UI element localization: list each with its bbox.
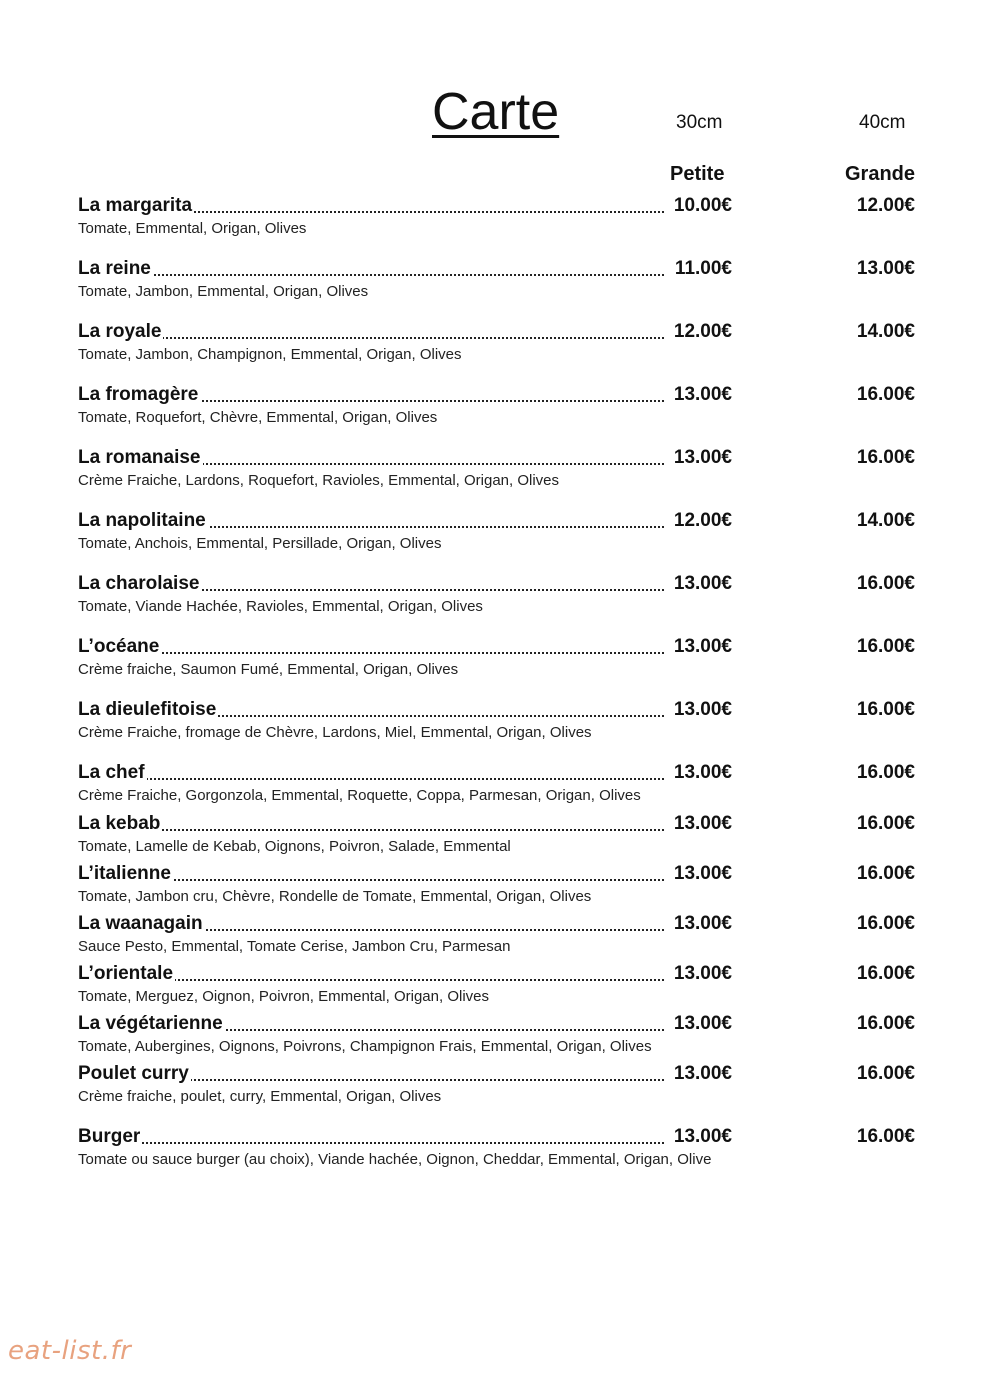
price-petite: 13.00€ <box>666 571 732 597</box>
menu-item-description: Tomate, Aubergines, Oignons, Poivrons, Champignon Frais, Emmental, Origan, Olives <box>78 1038 652 1055</box>
price-petite: 13.00€ <box>666 911 732 937</box>
menu-item <box>78 319 938 369</box>
menu-item-description: Tomate, Roquefort, Chèvre, Emmental, Origan, Olives <box>78 409 438 426</box>
price-grande: 16.00€ <box>856 863 915 884</box>
menu-item-row <box>78 445 938 471</box>
size-large-label: 40cm <box>859 112 906 133</box>
menu-item-name <box>78 697 732 723</box>
price-petite: 13.00€ <box>666 382 732 408</box>
price-petite: 12.00€ <box>666 508 732 534</box>
dot-leader <box>78 1142 732 1144</box>
menu-item <box>78 1124 938 1174</box>
menu-item-name-text: La végétarienne <box>78 1013 223 1034</box>
price-grande: 16.00€ <box>856 636 915 657</box>
menu-item-name <box>78 911 732 937</box>
menu-item-row <box>78 1061 938 1087</box>
menu-item-name-text: La chef <box>78 762 145 783</box>
menu-item-name-text: Poulet curry <box>78 1063 189 1084</box>
menu-item-name <box>78 256 732 282</box>
menu-item-row <box>78 382 938 408</box>
price-grande: 16.00€ <box>856 1013 915 1034</box>
menu-item-row <box>78 760 938 786</box>
menu-item-name <box>78 1011 732 1037</box>
menu-item-name <box>78 760 732 786</box>
menu-item <box>78 961 938 1011</box>
menu-item-description: Tomate, Lamelle de Kebab, Oignons, Poivron, Salade, Emmental <box>78 838 511 855</box>
menu-item-name-text: La napolitaine <box>78 510 206 531</box>
menu-item <box>78 634 938 684</box>
price-grande: 16.00€ <box>856 1063 915 1084</box>
menu-item-name <box>78 571 732 597</box>
price-petite: 13.00€ <box>666 811 732 837</box>
menu-item <box>78 760 938 810</box>
price-petite: 13.00€ <box>666 445 732 471</box>
menu-item-name <box>78 861 732 887</box>
menu-item <box>78 256 938 306</box>
menu-item-name <box>78 193 732 219</box>
menu-item-description: Tomate, Emmental, Origan, Olives <box>78 220 307 237</box>
menu-item-name-text: La waanagain <box>78 913 203 934</box>
menu-item-name-text: La charolaise <box>78 573 200 594</box>
menu-item <box>78 861 938 911</box>
menu-item-name <box>78 1124 732 1150</box>
menu-item-name-text: Burger <box>78 1126 141 1147</box>
menu-item-description: Tomate, Jambon cru, Chèvre, Rondelle de Tomate, Emmental, Origan, Olives <box>78 888 592 905</box>
menu-item-row <box>78 861 938 887</box>
price-petite: 13.00€ <box>666 861 732 887</box>
menu-item-row <box>78 319 938 345</box>
menu-item-row <box>78 634 938 660</box>
price-grande: 12.00€ <box>856 195 915 216</box>
menu-item <box>78 1011 938 1061</box>
price-grande: 16.00€ <box>856 913 915 934</box>
price-grande: 16.00€ <box>856 963 915 984</box>
dot-leader <box>78 652 732 654</box>
price-petite: 12.00€ <box>666 319 732 345</box>
menu-item-description: Tomate, Jambon, Champignon, Emmental, Origan, Olives <box>78 346 462 363</box>
price-petite: 13.00€ <box>666 697 732 723</box>
menu-item-description: Tomate, Viande Hachée, Ravioles, Emmental, Origan, Olives <box>78 598 483 615</box>
price-grande: 16.00€ <box>856 384 915 405</box>
menu-item-name <box>78 811 732 837</box>
menu-item-description: Crème Fraiche, Gorgonzola, Emmental, Roquette, Coppa, Parmesan, Origan, Olives <box>78 787 641 804</box>
menu-item-row <box>78 571 938 597</box>
price-petite: 13.00€ <box>666 1011 732 1037</box>
price-petite: 13.00€ <box>666 634 732 660</box>
dot-leader <box>78 274 732 276</box>
dot-leader <box>78 778 732 780</box>
dot-leader <box>78 879 732 881</box>
menu-item-description: Tomate, Jambon, Emmental, Origan, Olives <box>78 283 369 300</box>
menu-item-description: Tomate, Merguez, Oignon, Poivron, Emmental, Origan, Olives <box>78 988 490 1005</box>
menu-item-name-text: L’italienne <box>78 863 171 884</box>
price-petite: 13.00€ <box>666 760 732 786</box>
menu-item-name <box>78 508 732 534</box>
menu-item-name <box>78 1061 732 1087</box>
menu-item <box>78 697 938 747</box>
dot-leader <box>78 337 732 339</box>
menu-item-row <box>78 1011 938 1037</box>
price-petite: 11.00€ <box>666 256 732 282</box>
menu-item-row <box>78 508 938 534</box>
menu-item-row <box>78 193 938 219</box>
watermark: eat-list.fr <box>8 1336 132 1366</box>
menu-item <box>78 1061 938 1111</box>
price-grande: 16.00€ <box>856 699 915 720</box>
menu-item <box>78 193 938 243</box>
price-grande: 16.00€ <box>856 813 915 834</box>
menu-item-name-text: La fromagère <box>78 384 199 405</box>
size-small-label: 30cm <box>676 112 723 133</box>
menu-item-name-text: La kebab <box>78 813 161 834</box>
price-grande: 16.00€ <box>856 762 915 783</box>
menu-item-row <box>78 697 938 723</box>
price-petite: 13.00€ <box>666 1061 732 1087</box>
menu-item-name-text: La reine <box>78 258 151 279</box>
menu-item-name-text: L’océane <box>78 636 160 657</box>
price-petite: 10.00€ <box>666 193 732 219</box>
menu-item-row <box>78 256 938 282</box>
menu-item-description: Crème fraiche, Saumon Fumé, Emmental, Origan, Olives <box>78 661 459 678</box>
menu-item-row <box>78 911 938 937</box>
price-grande: 16.00€ <box>856 573 915 594</box>
menu-item-description: Tomate ou sauce burger (au choix), Viande hachée, Oignon, Cheddar, Emmental, Origan, Olive <box>78 1151 712 1168</box>
menu-item <box>78 911 938 961</box>
price-petite: 13.00€ <box>666 1124 732 1150</box>
column-header-petite: Petite <box>670 163 725 185</box>
menu-item-name-text: La margarita <box>78 195 193 216</box>
price-petite: 13.00€ <box>666 961 732 987</box>
menu-item-name-text: L’orientale <box>78 963 174 984</box>
menu-item <box>78 382 938 432</box>
menu-item-description: Sauce Pesto, Emmental, Tomate Cerise, Jambon Cru, Parmesan <box>78 938 511 955</box>
menu-item-row <box>78 1124 938 1150</box>
price-grande: 13.00€ <box>856 258 915 279</box>
menu-item <box>78 445 938 495</box>
menu-item-name <box>78 634 732 660</box>
menu-item-name-text: La royale <box>78 321 162 342</box>
price-grande: 14.00€ <box>856 510 915 531</box>
dot-leader <box>78 979 732 981</box>
menu-item-description: Crème Fraiche, fromage de Chèvre, Lardons, Miel, Emmental, Origan, Olives <box>78 724 592 741</box>
menu-item-name <box>78 319 732 345</box>
menu-item-description: Crème Fraiche, Lardons, Roquefort, Ravioles, Emmental, Origan, Olives <box>78 472 560 489</box>
menu-item-row <box>78 811 938 837</box>
menu-item-description: Tomate, Anchois, Emmental, Persillade, Origan, Olives <box>78 535 442 552</box>
menu-item <box>78 508 938 558</box>
menu-item-name <box>78 961 732 987</box>
menu-item-description: Crème fraiche, poulet, curry, Emmental, Origan, Olives <box>78 1088 442 1105</box>
menu-item <box>78 811 938 861</box>
menu-item-row <box>78 961 938 987</box>
column-header-grande: Grande <box>845 163 916 185</box>
menu-item-name <box>78 382 732 408</box>
menu-item-name <box>78 445 732 471</box>
menu-item-name-text: La dieulefitoise <box>78 699 217 720</box>
price-grande: 16.00€ <box>856 447 915 468</box>
page-title: Carte <box>432 83 560 141</box>
menu-item-name-text: La romanaise <box>78 447 201 468</box>
price-grande: 14.00€ <box>856 321 915 342</box>
dot-leader <box>78 829 732 831</box>
price-grande: 16.00€ <box>856 1126 915 1147</box>
menu-item <box>78 571 938 621</box>
